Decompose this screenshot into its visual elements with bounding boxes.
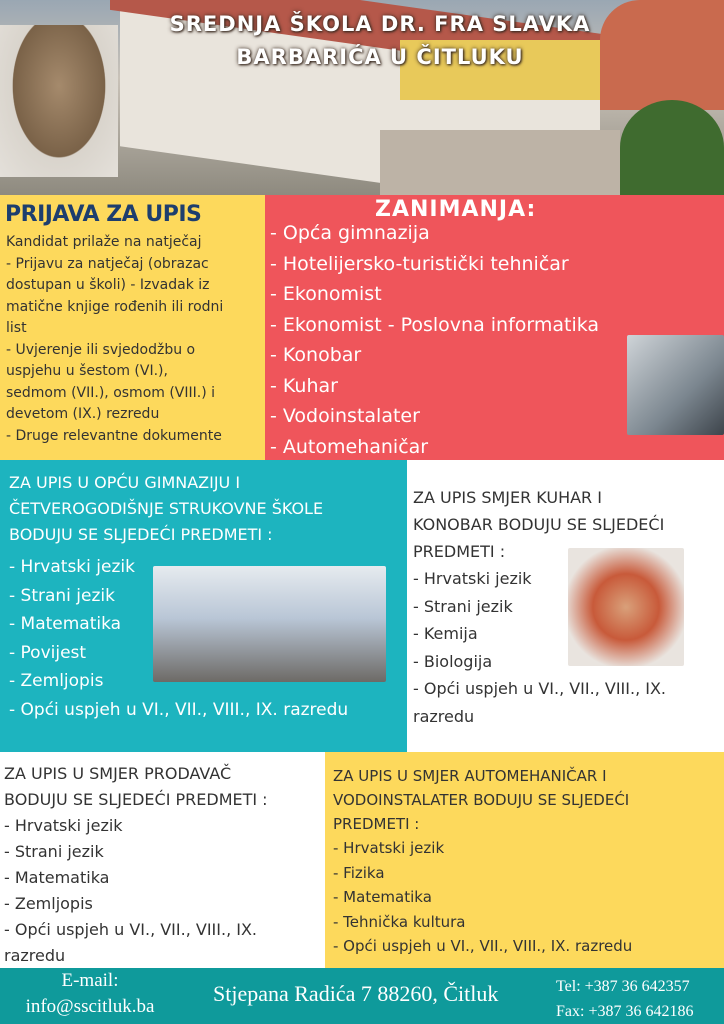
subject-item: - Fizika (333, 863, 385, 882)
title-line: SREDNJA ŠKOLA DR. FRA SLAVKA (169, 12, 591, 36)
heading-line: KONOBAR BODUJU SE SLJEDEĆI (413, 515, 665, 534)
subject-item: - Strani jezik (4, 842, 104, 861)
address: Stjepana Radića 7 88260, Čitluk (213, 981, 499, 1006)
prodavac-section (0, 752, 325, 968)
heading-line: ZA UPIS SMJER KUHAR I (413, 488, 602, 507)
heading-line: PREDMETI : (413, 542, 506, 561)
heading-line: PREDMETI : (333, 815, 420, 833)
subject-item: - Opći uspjeh u VI., VII., VIII., IX. (413, 679, 666, 698)
zanimanje-item: - Konobar (270, 344, 362, 366)
subject-item: - Strani jezik (9, 585, 115, 606)
subject-item: - Zemljopis (4, 894, 93, 913)
subject-item: - Opći uspjeh u VI., VII., VIII., IX. (4, 920, 257, 939)
subject-item: - Zemljopis (9, 671, 104, 691)
prijava-line: - Prijavu za natječaj (obrazac (6, 255, 209, 272)
subject-item: - Matematika (4, 868, 110, 887)
fax: Fax: +387 36 642186 (556, 1003, 694, 1020)
subject-item: - Opći uspjeh u VI., VII., VIII., IX. razredu (333, 937, 633, 955)
zanimanje-item: - Kuhar (270, 374, 338, 397)
zanimanje-item: - Opća gimnazija (270, 222, 430, 244)
heading-line: ČETVEROGODIŠNJE STRUKOVNE ŠKOLE (9, 499, 324, 518)
footer (0, 968, 724, 1024)
subject-item: - Matematika (333, 888, 432, 906)
subject-item: - Hrvatski jezik (4, 816, 123, 835)
subject-item: razredu (413, 706, 475, 726)
classroom-photo (153, 566, 386, 682)
subject-item: - Hrvatski jezik (333, 839, 445, 857)
gimnazija-section (0, 460, 407, 752)
subject-item: razredu (4, 946, 66, 965)
subject-item: - Kemija (413, 624, 478, 643)
title-line: BARBARIĆA U ČITLUKU (236, 45, 524, 69)
prijava-line: dostupan u školi) - Izvadak iz (6, 277, 210, 293)
subject-item: - Tehnička kultura (333, 912, 466, 931)
email-label: E-mail: (61, 970, 119, 991)
page-title (90, 8, 670, 74)
prijava-line: devetom (IX.) rezredu (6, 406, 160, 422)
zanimanje-item: - Vodoinstalater (270, 405, 420, 427)
zanimanje-item: - Hotelijersko-turistički tehničar (270, 252, 569, 275)
zanimanja-title: ZANIMANJA: (375, 197, 537, 222)
heading-line: VODOINSTALATER BODUJU SE SLJEDEĆI (333, 791, 630, 809)
subject-item: - Hrvatski jezik (413, 569, 532, 588)
prijava-line: matične knjige rođenih ili rodni (6, 298, 224, 315)
prijava-title: PRIJAVA ZA UPIS (5, 202, 202, 227)
subject-item: - Biologija (413, 651, 493, 671)
prijava-line: Kandidat prilaže na natječaj (6, 234, 202, 250)
phone: Tel: +387 36 642357 (556, 978, 690, 995)
subject-item: - Strani jezik (413, 596, 513, 616)
zanimanja-section (265, 195, 724, 460)
subject-item: - Hrvatski jezik (9, 557, 135, 577)
heading-line: BODUJU SE SLJEDEĆI PREDMETI : (4, 790, 268, 809)
zanimanje-item: - Automehaničar (270, 435, 429, 458)
food-photo (568, 548, 684, 666)
subject-item: - Povijest (9, 642, 87, 663)
zanimanje-item: - Ekonomist (270, 283, 382, 305)
heading-line: BODUJU SE SLJEDEĆI PREDMETI : (9, 525, 273, 544)
subject-item: - Matematika (9, 614, 122, 634)
automehanicar-section (325, 752, 724, 968)
prijava-line: - Druge relevantne dokumente (6, 427, 222, 444)
subject-item: - Opći uspjeh u VI., VII., VIII., IX. razredu (9, 699, 349, 720)
kuhar-section (407, 460, 724, 752)
email-link[interactable]: info@sscitluk.ba (25, 996, 155, 1017)
prijava-section (0, 195, 265, 460)
prijava-line: list (6, 320, 27, 336)
heading-line: ZA UPIS U OPĆU GIMNAZIJU I (9, 473, 241, 492)
prijava-line: - Uvjerenje ili svjedodžbu o (6, 341, 196, 358)
prijava-line: uspjehu u šestom (VI.), (6, 363, 168, 379)
heading-line: ZA UPIS U SMJER AUTOMEHANIČAR I (333, 767, 607, 785)
zanimanje-item: - Ekonomist - Poslovna informatika (270, 313, 600, 336)
heading-line: ZA UPIS U SMJER PRODAVAČ (4, 764, 232, 783)
prijava-line: sedmom (VII.), osmom (VIII.) i (6, 384, 216, 401)
robotics-photo (627, 335, 724, 435)
